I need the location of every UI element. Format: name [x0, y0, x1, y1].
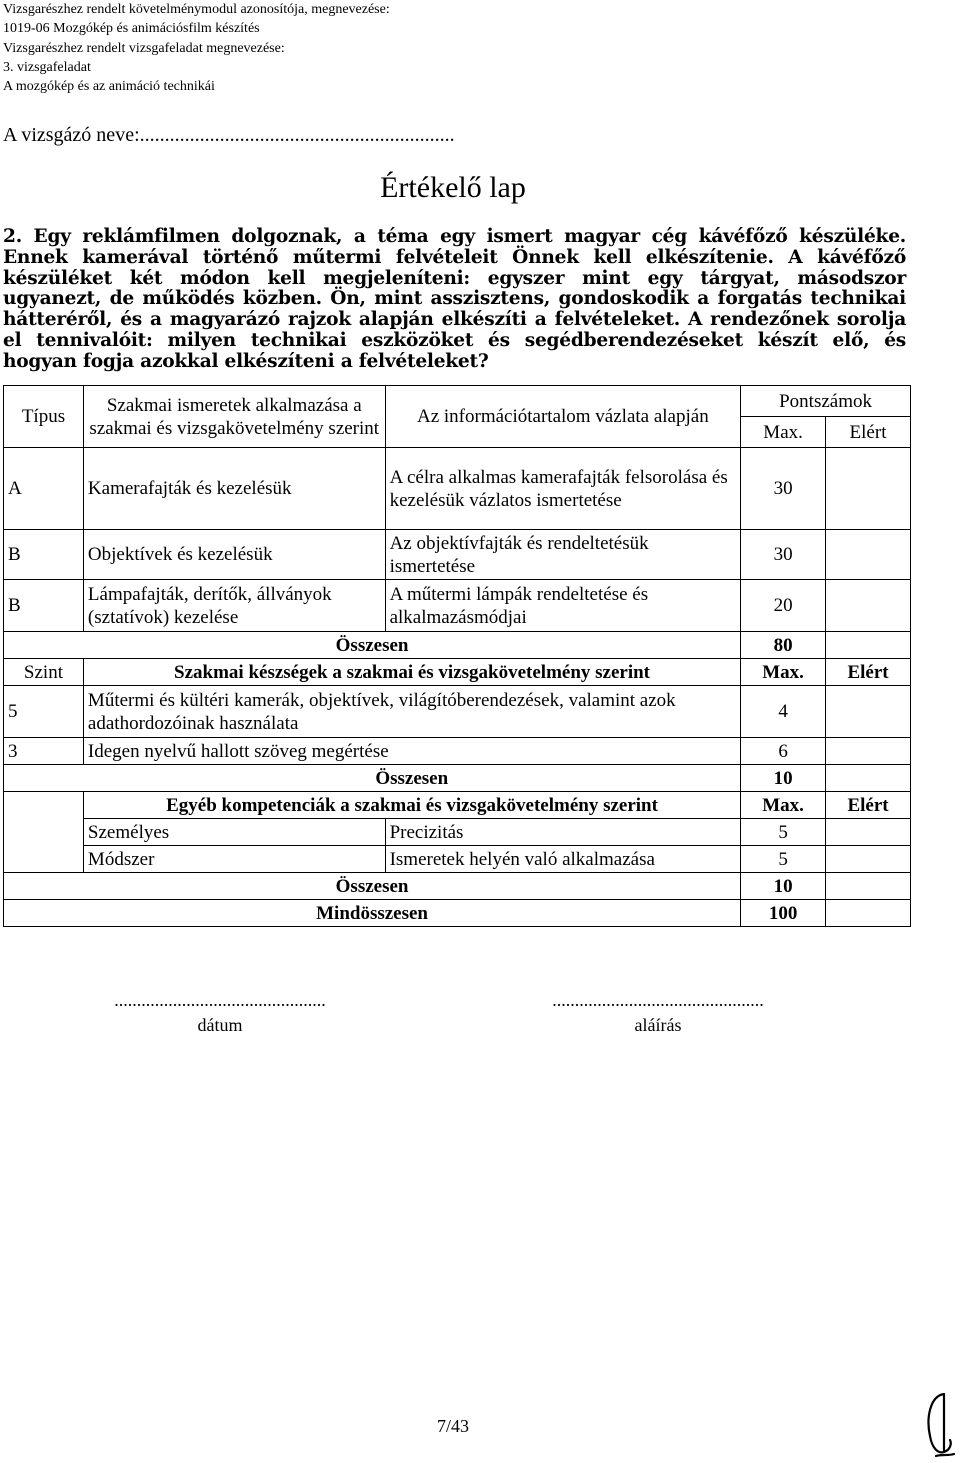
table-row [4, 738, 911, 765]
row-category: Módszer [83, 846, 385, 873]
row-competence: Ismeretek helyén való alkalmazása [385, 846, 741, 873]
skills-header-row [4, 659, 911, 686]
grand-total-label: Mindösszesen [4, 900, 741, 927]
date-label: dátum [197, 1015, 243, 1035]
page-number: 7/43 [436, 1416, 469, 1436]
row-info: A műtermi lámpák rendeltetése és alkalmazásmódjai [385, 580, 741, 632]
signature-line[interactable]: ............................................... [552, 990, 764, 1010]
row-achieved[interactable] [826, 580, 911, 632]
total-label: Összesen [4, 632, 741, 659]
row-max: 5 [741, 819, 826, 846]
row-achieved[interactable] [826, 530, 911, 580]
row-level: 3 [4, 738, 84, 765]
table-row [4, 846, 911, 873]
grand-total-row [4, 900, 911, 927]
row-topic: Objektívek és kezelésük [83, 530, 385, 580]
row-achieved[interactable] [826, 686, 911, 738]
total-value: 10 [741, 873, 826, 900]
header-points: Pontszámok [741, 386, 911, 417]
header-line: Vizsgarészhez rendelt követelménymodul azonosítója, megnevezése: [3, 2, 390, 17]
table-row [4, 686, 911, 738]
row-max: 6 [741, 738, 826, 765]
total-row [4, 765, 911, 792]
row-max: 30 [741, 448, 826, 530]
table-row [4, 530, 911, 580]
header-max: Max. [741, 417, 826, 448]
row-skill: Idegen nyelvű hallott szöveg megértése [83, 738, 740, 765]
row-achieved[interactable] [826, 846, 911, 873]
row-max: 20 [741, 580, 826, 632]
row-max: 30 [741, 530, 826, 580]
total-label: Összesen [4, 873, 741, 900]
header-knowledge: Szakmai ismeretek alkalmazása a szakmai és vizsgakövetelmény szerint [83, 386, 385, 448]
header-max: Max. [741, 659, 826, 686]
page-title: Értékelő lap [380, 171, 526, 204]
total-row [4, 632, 911, 659]
table-row [4, 448, 911, 530]
header-achieved: Elért [826, 659, 911, 686]
header-type: Típus [4, 386, 84, 448]
header-line: Vizsgarészhez rendelt vizsgafeladat megnevezése: [3, 40, 285, 56]
row-type: B [4, 530, 84, 580]
row-category: Személyes [83, 819, 385, 846]
other-header-row [4, 792, 911, 819]
table-row [4, 580, 911, 632]
header-line: 3. vizsgafeladat [3, 59, 91, 75]
row-achieved[interactable] [826, 448, 911, 530]
document-header [3, 0, 390, 96]
date-signature-block [80, 990, 360, 1036]
total-achieved[interactable] [826, 632, 911, 659]
header-level: Szint [4, 659, 84, 686]
total-achieved[interactable] [826, 765, 911, 792]
grand-total-achieved[interactable] [826, 900, 911, 927]
signature-block [518, 990, 798, 1036]
grand-total-value: 100 [741, 900, 826, 927]
header-skills: Szakmai készségek a szakmai és vizsgakövetelmény szerint [83, 659, 740, 686]
row-max: 4 [741, 686, 826, 738]
task-description: 2. Egy reklámfilmen dolgoznak, a téma egy ismert magyar cég kávéfőző készüléke. Ennek kamerával történő műtermi felvételeit Önnek kell elkészítenie. A kávéfőző készüléket két módon kell megjeleníteni: egyszer mint egy tárgyat, másodszor ugyanezt, de működés közben. Ön, mint asszisztens, gondoskodik a forgatás technikai hátteréről, és a magyarázó rajzok alapján elkészíti a felvételeket. A rendezőnek sorolja el tennivalóit: milyen technikai eszközöket és segédberendezéseket készít elő, és hogyan fogja azokkal elkészíteni a felvételeket? [3, 226, 906, 372]
row-info: A célra alkalmas kamerafajták felsorolása és kezelésük vázlatos ismertetése [385, 448, 741, 530]
row-info: Az objektívfajták és rendeltetésük ismertetése [385, 530, 741, 580]
total-label: Összesen [83, 765, 740, 792]
date-line[interactable]: ............................................... [114, 990, 326, 1010]
row-topic: Lámpafajták, derítők, állványok (sztatívok) kezelése [83, 580, 385, 632]
header-max: Max. [741, 792, 826, 819]
row-achieved[interactable] [826, 738, 911, 765]
total-row [4, 873, 911, 900]
evaluation-table [3, 385, 911, 927]
candidate-name-line: A vizsgázó neve:............................................................... [3, 124, 455, 146]
header-other: Egyéb kompetenciák a szakmai és vizsgakövetelmény szerint [83, 792, 740, 819]
table-row [4, 819, 911, 846]
total-achieved[interactable] [826, 873, 911, 900]
row-type: A [4, 448, 84, 530]
publisher-logo-icon [922, 1388, 958, 1460]
row-skill: Műtermi és kültéri kamerák, objektívek, világítóberendezések, valamint azok adathordozóinak használata [83, 686, 740, 738]
row-max: 5 [741, 846, 826, 873]
total-value: 10 [741, 765, 826, 792]
row-achieved[interactable] [826, 819, 911, 846]
header-achieved: Elért [826, 792, 911, 819]
row-topic: Kamerafajták és kezelésük [83, 448, 385, 530]
row-competence: Precizitás [385, 819, 741, 846]
header-line: A mozgókép és az animáció technikái [3, 79, 215, 95]
header-info: Az információtartalom vázlata alapján [385, 386, 741, 448]
row-type: B [4, 580, 84, 632]
total-value: 80 [741, 632, 826, 659]
header-achieved: Elért [826, 417, 911, 448]
row-level: 5 [4, 686, 84, 738]
header-line: 1019-06 Mozgókép és animációsfilm készítés [3, 21, 260, 37]
signature-label: aláírás [634, 1015, 682, 1035]
